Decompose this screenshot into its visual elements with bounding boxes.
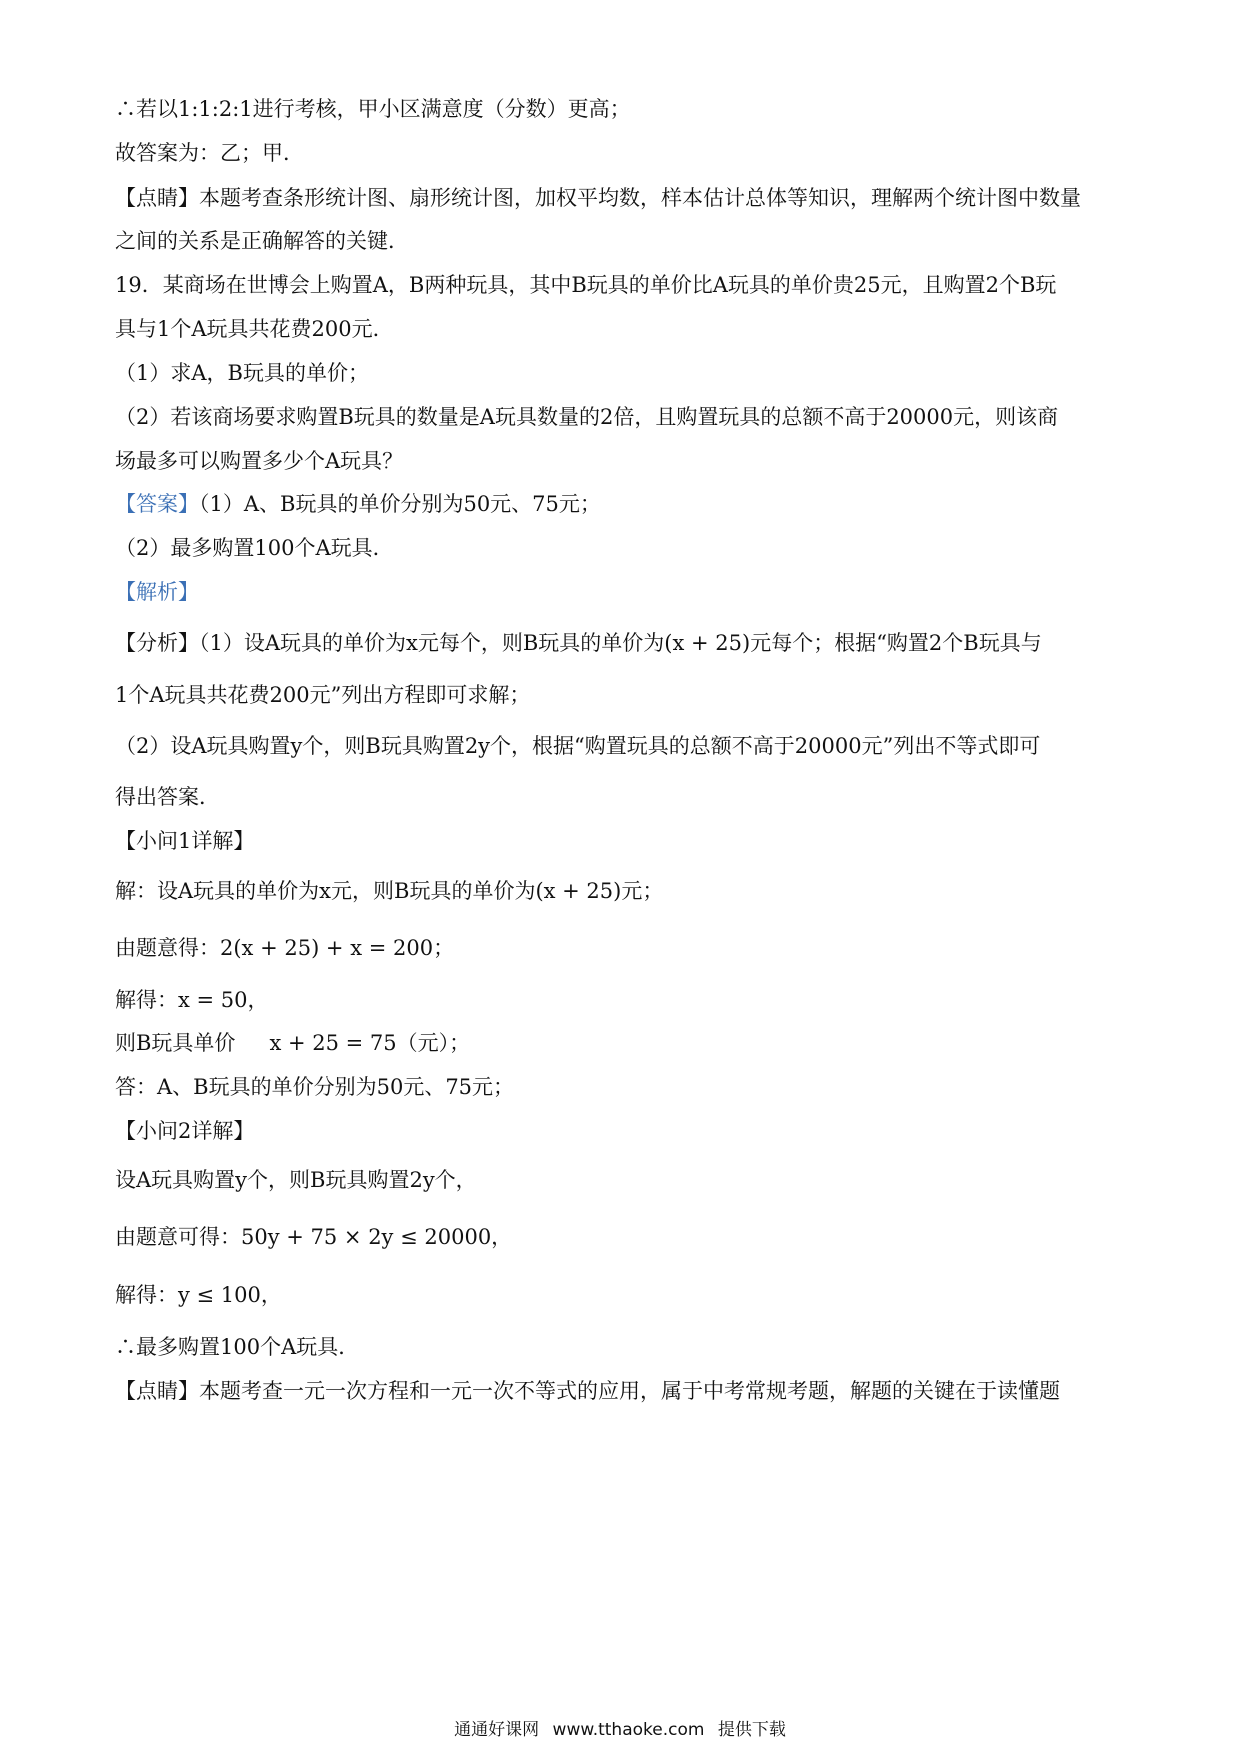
- answer-text-1: （1）A、B玩具的单价分别为50元、75元；: [199, 492, 601, 516]
- solution-answer: ∴最多购置100个A玩具．: [115, 1335, 360, 1359]
- equation-line: 由题意得：2(x + 25) + x = 200；: [115, 936, 455, 960]
- question-19-line: 具与1个A玩具共花费200元．: [115, 317, 394, 341]
- question-19-line: 19．某商场在世博会上购置A，B两种玩具，其中B玩具的单价比A玩具的单价贵25元，且购置2个B玩: [115, 273, 1057, 297]
- question-part-1: （1）求A，B玩具的单价；: [115, 361, 369, 385]
- b-price-prefix: 则B玩具单价: [115, 1031, 236, 1055]
- solution-line: 解得：x = 50，: [115, 988, 269, 1012]
- solution-answer: 答：A、B玩具的单价分别为50元、75元；: [115, 1075, 515, 1099]
- text-line: 【点睛】本题考查条形统计图、扇形统计图，加权平均数，样本估计总体等知识，理解两个统计图中数量: [115, 186, 1081, 210]
- answer-line-2: （2）最多购置100个A玩具．: [115, 536, 394, 560]
- solution-line: 解得：y ≤ 100，: [115, 1283, 282, 1307]
- solution-line: 设A玩具购置y个，则B玩具购置2y个，: [115, 1168, 477, 1192]
- solution-line: 解：设A玩具的单价为x元，则B玩具的单价为(x + 25)元；: [115, 879, 664, 903]
- footer-site-name: 通通好课网: [454, 1720, 540, 1740]
- subquestion-1-heading: 【小问1详解】: [115, 829, 255, 853]
- question-part-2: （2）若该商场要求购置B玩具的数量是A玩具数量的2倍，且购置玩具的总额不高于20000元，则该商: [115, 405, 1059, 429]
- analysis-line: 得出答案．: [115, 785, 220, 809]
- inequality-line: 由题意可得：50y + 75 × 2y ≤ 20000，: [115, 1225, 513, 1249]
- question-part-2-cont: 场最多可以购置多少个A玩具？: [115, 449, 404, 473]
- analysis-line: （2）设A玩具购置y个，则B玩具购置2y个，根据“购置玩具的总额不高于20000元”列出不等式即可: [115, 734, 1041, 758]
- analysis-line: 【分析】（1）设A玩具的单价为x元每个，则B玩具的单价为(x + 25)元每个；根据“购置2个B玩具与: [115, 631, 1042, 655]
- comment-line: 【点睛】本题考查一元一次方程和一元一次不等式的应用，属于中考常规考题，解题的关键在于读懂题: [115, 1379, 1060, 1403]
- b-price-line: [115, 1028, 1145, 1058]
- subquestion-2-heading: 【小问2详解】: [115, 1119, 255, 1143]
- footer-url: www.tthaoke.com: [552, 1720, 705, 1740]
- analysis-tag: 【解析】: [115, 580, 199, 604]
- analysis-line: 1个A玩具共花费200元”列出方程即可求解；: [115, 683, 531, 707]
- text-line: 故答案为：乙；甲．: [115, 141, 304, 165]
- answer-line-1: [115, 489, 1145, 519]
- text-line: ∴若以1:1:2:1进行考核，甲小区满意度（分数）更高；: [115, 97, 631, 121]
- b-price-formula: x + 25 = 75（元）；: [269, 1031, 471, 1055]
- page-footer: [0, 1718, 1240, 1742]
- answer-tag: 【答案】: [115, 492, 199, 516]
- text-line: 之间的关系是正确解答的关键．: [115, 229, 409, 253]
- footer-suffix: 提供下载: [717, 1720, 786, 1740]
